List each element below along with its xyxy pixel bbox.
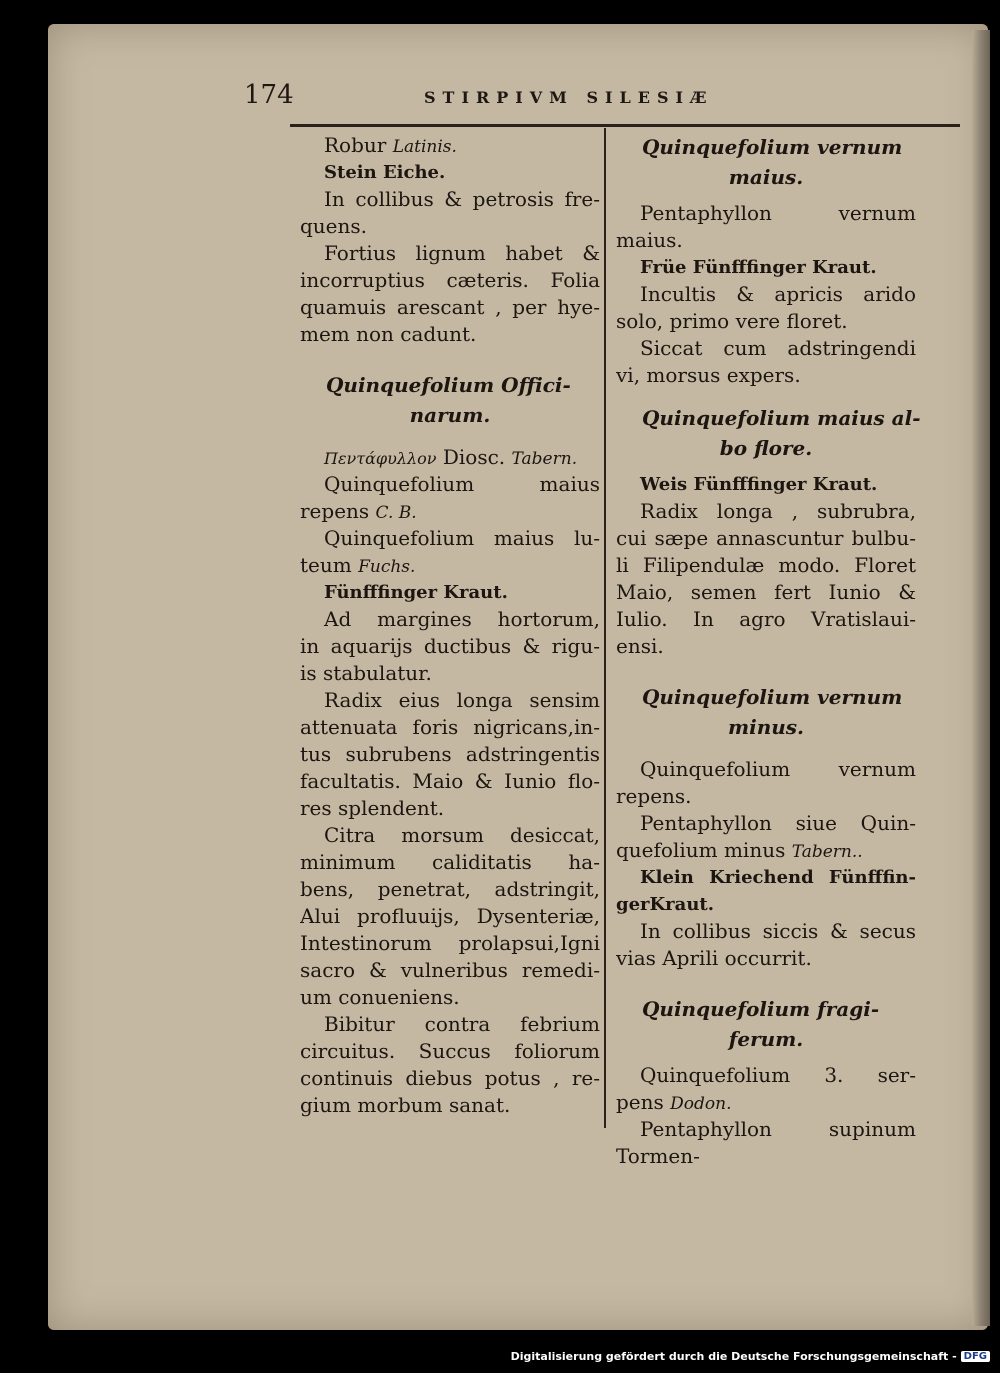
dfg-logo: DFG bbox=[961, 1351, 990, 1362]
text-line: ensi. bbox=[616, 634, 664, 658]
footer-text: Digitalisierung gefördert durch die Deutsche Forschungsgemeinschaft - bbox=[510, 1350, 957, 1363]
text-line: circuitus. Succus foliorum bbox=[300, 1039, 600, 1063]
page-header bbox=[244, 72, 804, 112]
text-line: Quinquefolium 3. ser- bbox=[640, 1063, 916, 1087]
page-number: 174 bbox=[244, 80, 294, 110]
text-line: Quinquefolium vernum bbox=[640, 757, 916, 781]
header-rule bbox=[290, 124, 960, 127]
text-line: sacro & vulneribus remedi- bbox=[300, 958, 600, 982]
text-line: Fünfffinger Kraut. bbox=[324, 582, 508, 603]
text-line: incorruptius cæteris. Folia bbox=[300, 268, 600, 292]
spacer bbox=[616, 389, 916, 403]
running-title: STIRPIVM SILESIÆ bbox=[424, 88, 714, 107]
column-divider bbox=[604, 128, 606, 1128]
text-line: Fortius lignum habet & bbox=[324, 241, 600, 265]
text-line: teum Fuchs. bbox=[300, 553, 416, 577]
text-line: Intestinorum prolapsui,Igni bbox=[300, 931, 600, 955]
text-line: quamuis arescant , per hye- bbox=[300, 295, 600, 319]
text-line: pens Dodon. bbox=[616, 1090, 732, 1114]
spacer bbox=[616, 463, 916, 471]
text-line: in aquarijs ductibus & rigu- bbox=[300, 634, 600, 658]
text-line: maius. bbox=[616, 228, 683, 252]
text-line: In collibus & petrosis fre- bbox=[324, 187, 600, 211]
page-edge bbox=[972, 30, 990, 1326]
section-heading: bo flore. bbox=[719, 436, 813, 460]
text-line: vi, morsus expers. bbox=[616, 363, 801, 387]
text-line: Pentaphyllon supinum bbox=[640, 1117, 916, 1141]
text-line: res splendent. bbox=[300, 796, 445, 820]
text-line: Weis Fünfffinger Kraut. bbox=[640, 474, 878, 495]
text-line: tus subrubens adstringentis bbox=[300, 742, 600, 766]
spacer bbox=[616, 742, 916, 756]
text-line: Maio, semen fert Iunio & bbox=[616, 580, 916, 604]
text-line: Quinquefolium maius bbox=[324, 472, 600, 496]
text-line: bens, penetrat, adstringit, bbox=[300, 877, 600, 901]
text-line: continuis diebus potus , re- bbox=[300, 1066, 600, 1090]
text-line: Radix eius longa sensim bbox=[324, 688, 600, 712]
text-line: Früe Fünfffinger Kraut. bbox=[640, 257, 877, 278]
text-line: Pentaphyllon siue Quin- bbox=[640, 811, 916, 835]
section-heading: Quinquefolium vernum bbox=[642, 685, 903, 709]
left-column bbox=[300, 132, 600, 1119]
section-heading: Quinquefolium Offici- bbox=[326, 373, 571, 397]
section-heading: Quinquefolium maius al- bbox=[642, 406, 921, 430]
right-column bbox=[616, 132, 921, 1170]
text-line: vias Aprili occurrit. bbox=[616, 946, 812, 970]
text-line: quefolium minus Tabern.. bbox=[616, 838, 863, 862]
text-line: cui sæpe annascuntur bulbu- bbox=[616, 526, 916, 550]
digitization-footer bbox=[511, 1350, 990, 1363]
text-line: quens. bbox=[300, 214, 368, 238]
text-line: gerKraut. bbox=[616, 894, 714, 915]
text-line: Bibitur contra febrium bbox=[324, 1012, 600, 1036]
text-line: Iulio. In agro Vratislaui- bbox=[616, 607, 916, 631]
text-line: In collibus siccis & secus bbox=[640, 919, 916, 943]
spacer bbox=[300, 430, 600, 444]
section-heading: ferum. bbox=[728, 1027, 804, 1051]
section-heading: maius. bbox=[728, 165, 804, 189]
text-line: facultatis. Maio & Iunio flo- bbox=[300, 769, 600, 793]
spacer bbox=[616, 660, 916, 682]
text-line: mem non cadunt. bbox=[300, 322, 477, 346]
spacer bbox=[616, 192, 916, 200]
text-line: Stein Eiche. bbox=[324, 162, 446, 183]
text-line: solo, primo vere floret. bbox=[616, 309, 848, 333]
text-line: Radix longa , subrubra, bbox=[640, 499, 916, 523]
text-line: Quinquefolium maius lu- bbox=[324, 526, 600, 550]
text-line: Citra morsum desiccat, bbox=[324, 823, 600, 847]
text-line: Klein Kriechend Fünfffin- bbox=[640, 867, 916, 888]
spacer bbox=[616, 1054, 916, 1062]
text-line: Ad margines hortorum, bbox=[324, 607, 600, 631]
section-heading: Quinquefolium vernum bbox=[642, 135, 903, 159]
text-line: repens C. B. bbox=[300, 499, 417, 523]
text-line: attenuata foris nigricans,in- bbox=[300, 715, 600, 739]
spacer bbox=[616, 972, 916, 994]
text-line: Pentaphyllon vernum bbox=[640, 201, 916, 225]
text-line: repens. bbox=[616, 784, 692, 808]
text-line: Πεντάφυλλον Diosc. Tabern. bbox=[324, 445, 578, 469]
spacer bbox=[300, 348, 600, 370]
text-line: Incultis & apricis arido bbox=[640, 282, 916, 306]
text-line: Siccat cum adstringendi bbox=[640, 336, 916, 360]
text-line: um conueniens. bbox=[300, 985, 460, 1009]
text-line: Robur Latinis. bbox=[324, 133, 457, 157]
section-heading: Quinquefolium fragi- bbox=[642, 997, 880, 1021]
section-heading: narum. bbox=[409, 403, 491, 427]
text-line: li Filipendulæ modo. Floret bbox=[616, 553, 916, 577]
text-line: gium morbum sanat. bbox=[300, 1093, 511, 1117]
catchword: Tormen- bbox=[616, 1144, 700, 1168]
text-line: minimum caliditatis ha- bbox=[300, 850, 600, 874]
section-heading: minus. bbox=[727, 715, 805, 739]
text-line: Alui profluuijs, Dysenteriæ, bbox=[300, 904, 600, 928]
text-line: is stabulatur. bbox=[300, 661, 432, 685]
